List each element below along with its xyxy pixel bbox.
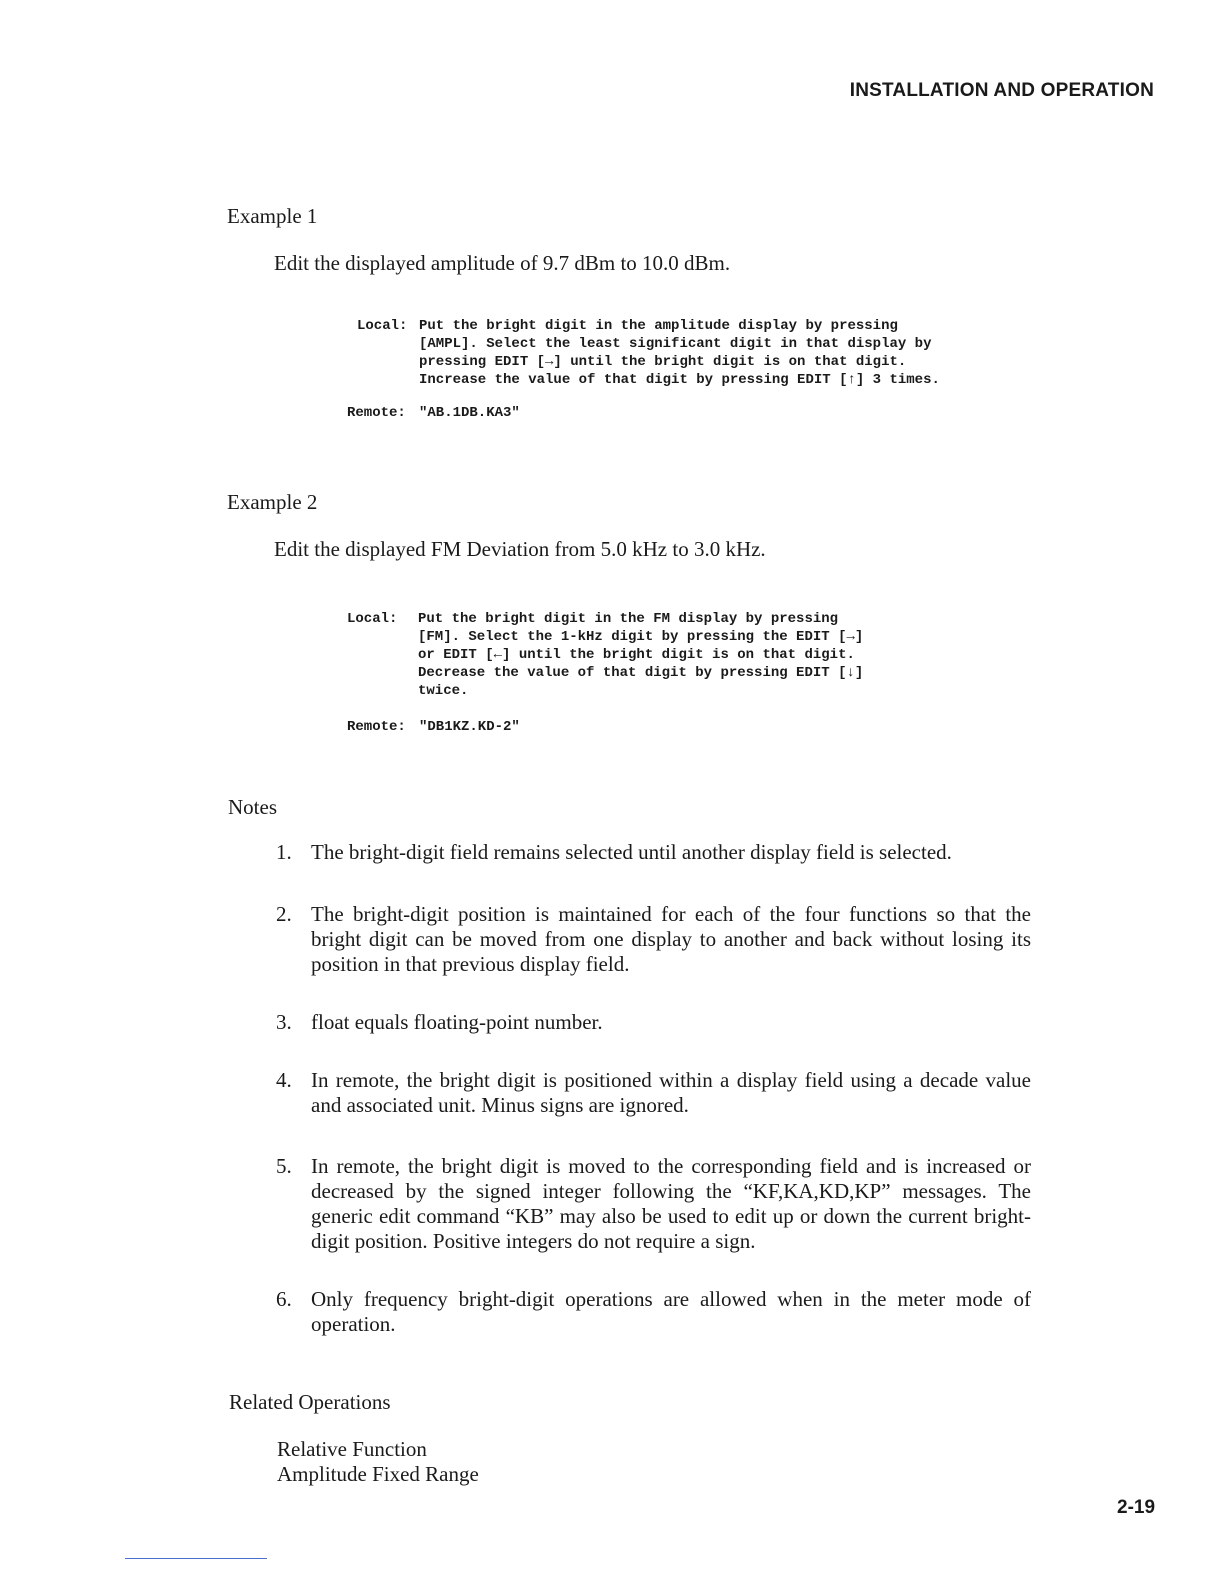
example-1-remote-command: "AB.1DB.KA3" [419, 405, 520, 421]
note-4-text: In remote, the bright digit is positioned within a display field using a decade value and associated unit. Minus signs are ignored. [311, 1068, 1031, 1117]
procedure-line: pressing EDIT [→] until the bright digit is on that digit. [419, 354, 907, 370]
related-operation-item: Amplitude Fixed Range [277, 1462, 479, 1486]
note-3-text: float equals floating-point number. [311, 1010, 603, 1034]
note-2-text: The bright-digit position is maintained for each of the four functions so that the bright digit can be moved from one display to another and back without losing its position in that previous display field. [311, 902, 1031, 976]
example-1-local-label: Local: [357, 318, 408, 334]
procedure-line: Increase the value of that digit by pressing EDIT [↑] 3 times. [419, 372, 940, 388]
procedure-line: twice. [418, 683, 469, 699]
related-operations-list [277, 1437, 479, 1487]
example-2-remote-label: Remote: [347, 719, 406, 735]
example-2-intro: Edit the displayed FM Deviation from 5.0 kHz to 3.0 kHz. [274, 537, 766, 561]
example-2-heading: Example 2 [227, 490, 318, 514]
footer-rule [125, 1558, 267, 1559]
related-operation-item: Relative Function [277, 1437, 427, 1461]
note-6-text: Only frequency bright-digit operations are allowed when in the meter mode of operation. [311, 1287, 1031, 1336]
page-number: 2-19 [1117, 1497, 1156, 1518]
note-2-number: 2. [276, 902, 292, 926]
example-2-local-label: Local: [347, 611, 398, 627]
running-header: INSTALLATION AND OPERATION [849, 80, 1154, 101]
procedure-line: Decrease the value of that digit by pressing EDIT [↓] [418, 665, 864, 681]
note-1-text: The bright-digit field remains selected until another display field is selected. [311, 840, 952, 864]
example-2-local-steps [418, 610, 863, 700]
notes-heading: Notes [228, 795, 277, 819]
example-2-remote-command: "DB1KZ.KD-2" [419, 719, 520, 735]
procedure-line: [AMPL]. Select the least significant digit in that display by [419, 336, 932, 352]
procedure-line: Put the bright digit in the FM display by pressing [418, 611, 839, 627]
note-5-number: 5. [276, 1154, 292, 1178]
example-1-heading: Example 1 [227, 204, 318, 228]
note-3-number: 3. [276, 1010, 292, 1034]
note-5-text: In remote, the bright digit is moved to the corresponding field and is increased or decreased by the signed integer following the “KF,KA,KD,KP” messages. The generic edit command “KB” may also be used to edit up or down the current bright-digit position. Positive integers do not require a sign. [311, 1154, 1031, 1253]
example-1-remote-label: Remote: [347, 405, 406, 421]
procedure-line: [FM]. Select the 1-kHz digit by pressing the EDIT [→] [418, 629, 864, 645]
procedure-line: or EDIT [←] until the bright digit is on that digit. [418, 647, 855, 663]
note-4-number: 4. [276, 1068, 292, 1092]
example-1-intro: Edit the displayed amplitude of 9.7 dBm to 10.0 dBm. [274, 251, 731, 275]
note-6-number: 6. [276, 1287, 292, 1311]
note-1-number: 1. [276, 840, 292, 864]
related-operations-heading: Related Operations [229, 1390, 391, 1414]
example-1-local-steps [419, 317, 940, 389]
procedure-line: Put the bright digit in the amplitude display by pressing [419, 318, 898, 334]
